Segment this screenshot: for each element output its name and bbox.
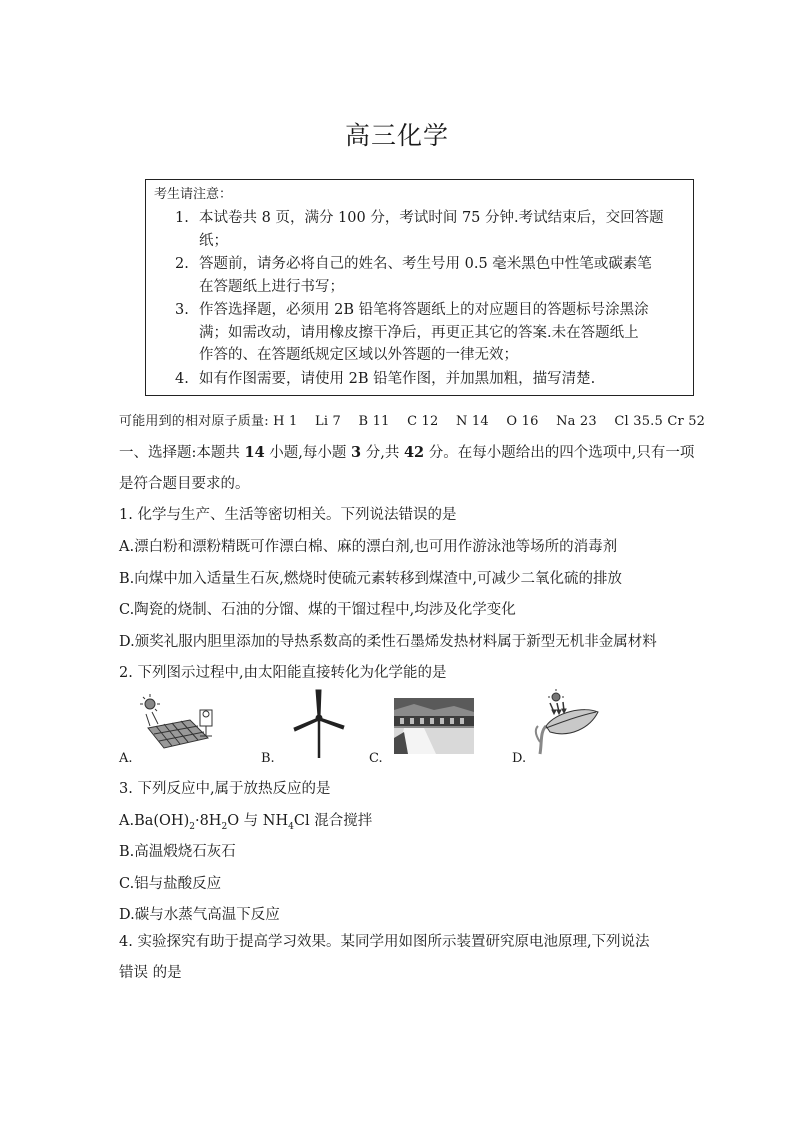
notice-item-number: 3.: [175, 302, 189, 318]
question-1-option-b: B.向煤中加入适量生石灰,燃烧时使硫元素转移到煤渣中,可减少二氧化硫的排放: [119, 571, 622, 587]
notice-item-number: 4.: [175, 370, 189, 387]
question-3-option-d: D.碳与水蒸气高温下反应: [119, 907, 280, 923]
question-3-stem: 3. 下列反应中,属于放热反应的是: [119, 781, 331, 797]
question-count: 14: [244, 444, 265, 461]
section-heading-text: 分,共: [361, 445, 404, 461]
question-1-stem: 1. 化学与生产、生活等密切相关。下列说法错误的是: [119, 507, 457, 523]
option-a-label: A.: [119, 751, 133, 766]
formula-text: ·8H: [194, 813, 222, 829]
notice-list: [146, 207, 686, 391]
wind-turbine-icon: [292, 688, 346, 760]
question-1-option-d: D.颁奖礼服内胆里添加的导热系数高的柔性石墨烯发热材料属于新型无机非金属材料: [119, 634, 657, 650]
notice-item-line: 答题前，请务必将自己的姓名、考生号用 0.5 毫米黑色中性笔或碳素笔: [199, 256, 652, 272]
notice-item: [146, 299, 686, 367]
notice-item-line: 纸；: [199, 232, 228, 249]
points-per-question: 3: [351, 444, 362, 461]
section-heading-text: 一、选择题:本题共: [119, 445, 245, 461]
formula-text: Cl 混合搅拌: [293, 813, 373, 829]
question-3-option-b: B.高温煅烧石灰石: [119, 844, 236, 860]
question-3-option-c: C.铝与盐酸反应: [119, 876, 222, 892]
hydro-dam-icon: [394, 698, 474, 754]
notice-item: [146, 253, 686, 298]
notice-item: [146, 207, 686, 252]
page-title: 高三化学: [344, 121, 449, 150]
notice-item-line: 作答选择题，必须用 2B 铅笔将答题纸上的对应题目的答题标号涂黑涂: [199, 302, 649, 318]
notice-item-line: 作答的、在答题纸规定区域以外答题的一律无效；: [199, 347, 518, 363]
question-1-option-a: A.漂白粉和漂粉精既可作漂白棉、麻的漂白剂,也可用作游泳池等场所的消毒剂: [119, 539, 618, 555]
notice-item-line: 如有作图需要，请使用 2B 铅笔作图，并加黑加粗，描写清楚.: [199, 370, 596, 387]
solar-panel-icon: [132, 692, 220, 754]
notice-box: [145, 179, 694, 396]
section-heading: [119, 441, 694, 462]
notice-item-line: 满；如需改动，请用橡皮擦干净后，再更正其它的答案.未在答题纸上: [199, 324, 639, 341]
section-heading-text: 分。在每小题给出的四个选项中,只有一项: [424, 445, 695, 461]
option-d-label: D.: [512, 751, 527, 766]
notice-item-number: 2.: [175, 256, 189, 272]
formula-text: A.Ba(OH): [119, 813, 190, 829]
notice-item: [146, 368, 686, 391]
option-c-label: C.: [369, 751, 383, 766]
total-points: 42: [403, 444, 425, 461]
formula-text: O 与 NH: [227, 813, 289, 829]
question-4-stem-line2: 错误 的是: [119, 965, 182, 981]
atomic-masses-line: 可能用到的相对原子质量: H 1 Li 7 B 11 C 12 N 14 O 16 Na 23 Cl 35.5 Cr 52: [119, 414, 706, 429]
option-b-label: B.: [261, 751, 275, 766]
photosynthesis-leaf-icon: [532, 688, 602, 758]
notice-item-line: 本试卷共 8 页，满分 100 分，考试时间 75 分钟.考试结束后，交回答题: [199, 210, 664, 226]
notice-item-line: 在答题纸上进行书写；: [199, 278, 344, 295]
question-1-option-c: C.陶瓷的烧制、石油的分馏、煤的干馏过程中,均涉及化学变化: [119, 602, 516, 618]
section-heading-line2: 是符合题目要求的。: [119, 476, 250, 492]
section-heading-text: 小题,每小题: [264, 445, 352, 461]
formula-subscript: 4: [288, 821, 294, 832]
question-4-stem: 4. 实验探究有助于提高学习效果。某同学用如图所示装置研究原电池原理,下列说法: [119, 934, 650, 950]
formula-subscript: 2: [189, 821, 195, 832]
formula-subscript: 2: [221, 821, 228, 832]
notice-item-number: 1.: [175, 210, 189, 226]
notice-heading: 考生请注意：: [154, 187, 233, 202]
question-2-stem: 2. 下列图示过程中,由太阳能直接转化为化学能的是: [119, 665, 447, 681]
question-3-option-a: [119, 809, 372, 832]
